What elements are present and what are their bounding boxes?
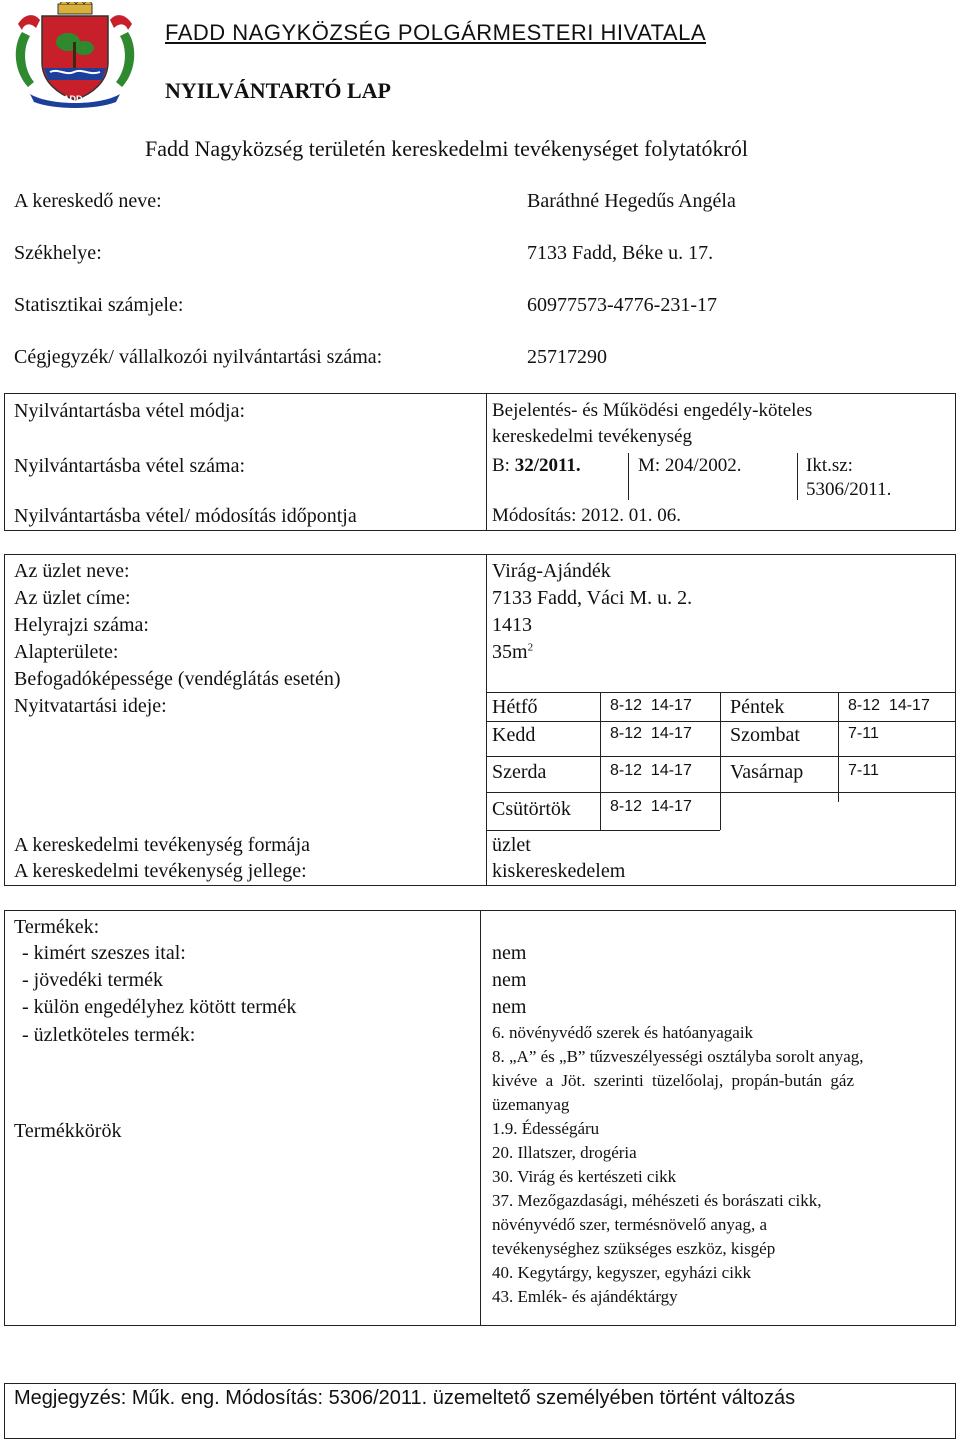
trader-name-value: Baráthné Hegedűs Angéla	[527, 190, 736, 212]
product-item-value-1: nem	[492, 942, 527, 964]
product-group-2: 20. Illatszer, drogéria	[492, 1143, 637, 1162]
product-item-label-2: - jövedéki termék	[22, 969, 164, 991]
trader-seat-value: 7133 Fadd, Béke u. 17.	[527, 242, 714, 264]
shop-name-value: Virág-Ajándék	[492, 560, 611, 582]
hours-day-wednesday: Szerda	[492, 761, 547, 783]
registration-mode-label: Nyilvántartásba vétel módja:	[14, 400, 246, 422]
hours-time-wednesday: 8-12 14-17	[610, 762, 692, 779]
trader-reg-label: Cégjegyzék/ vállalkozói nyilvántartási száma:	[14, 346, 383, 368]
product-groups-label: Termékkörök	[14, 1120, 122, 1142]
registration-b-value: 32/2011.	[514, 455, 581, 476]
licensed-products-label: - üzletköteles termék:	[22, 1024, 196, 1046]
trader-stat-label: Statisztikai számjele:	[14, 294, 184, 316]
shop-area-unit-sup: 2	[527, 641, 534, 654]
hours-time-monday: 8-12 14-17	[610, 697, 692, 714]
product-group-6: tevékenységhez szükséges eszköz, kisgép	[492, 1239, 776, 1258]
registration-ikt-value: 5306/2011.	[806, 479, 892, 500]
registration-mode-value-1: Bejelentés- és Működési engedély-köteles	[492, 400, 813, 421]
product-item-label-1: - kimért szeszes ital:	[22, 942, 186, 964]
activity-form-label: A kereskedelmi tevékenység formája	[14, 834, 310, 856]
product-group-8: 43. Emlék- és ajándéktárgy	[492, 1287, 678, 1306]
activity-type-label: A kereskedelmi tevékenység jellege:	[14, 860, 307, 882]
product-group-5: növényvédő szer, termésnövelő anyag, a	[492, 1215, 767, 1234]
registration-mode-value-2: kereskedelmi tevékenység	[492, 426, 692, 447]
hours-day-friday: Péntek	[730, 696, 785, 718]
shop-hours-label: Nyitvatartási ideje:	[14, 695, 167, 717]
product-item-value-2: nem	[492, 969, 527, 991]
hours-time-sunday: 7-11	[848, 762, 879, 779]
registration-m-number: M: 204/2002.	[638, 455, 742, 476]
registration-date-value: Módosítás: 2012. 01. 06.	[492, 505, 681, 526]
trader-stat-value: 60977573-4776-231-17	[527, 294, 717, 316]
shop-area-value	[492, 641, 533, 664]
office-name: FADD NAGYKÖZSÉG POLGÁRMESTERI HIVATALA	[165, 20, 706, 45]
shop-area-number: 35m	[492, 641, 528, 663]
form-subtitle: Fadd Nagyközség területén kereskedelmi tevékenységet folytatókról	[145, 136, 748, 161]
shop-area-label: Alapterülete:	[14, 641, 119, 663]
product-item-value-3: nem	[492, 996, 527, 1018]
form-title: NYILVÁNTARTÓ LAP	[165, 78, 391, 103]
hours-day-sunday: Vasárnap	[730, 761, 804, 783]
registration-ikt-label: Ikt.sz:	[806, 455, 853, 476]
product-group-4: 37. Mezőgazdasági, méhészeti és borászati cikk,	[492, 1191, 822, 1210]
product-group-3: 30. Virág és kertészeti cikk	[492, 1167, 677, 1186]
licensed-product-line-1: 6. növényvédő szerek és hatóanyagaik	[492, 1023, 754, 1042]
shop-lot-label: Helyrajzi száma:	[14, 614, 149, 636]
hours-day-thursday: Csütörtök	[492, 798, 571, 820]
product-item-label-3: - külön engedélyhez kötött termék	[22, 996, 297, 1018]
shop-address-value: 7133 Fadd, Váci M. u. 2.	[492, 587, 693, 609]
hours-time-friday: 8-12 14-17	[848, 697, 930, 714]
registration-date-label: Nyilvántartásba vétel/ módosítás időpontja	[14, 505, 357, 527]
registration-b-prefix: B:	[492, 455, 515, 476]
hours-time-tuesday: 8-12 14-17	[610, 725, 692, 742]
product-group-1: 1.9. Édességáru	[492, 1119, 600, 1138]
licensed-product-line-4: üzemanyag	[492, 1095, 570, 1114]
shop-lot-value: 1413	[492, 614, 532, 636]
hours-day-saturday: Szombat	[730, 724, 800, 746]
products-title: Termékek:	[14, 916, 100, 938]
registration-b-number	[492, 455, 581, 477]
registration-number-label: Nyilvántartásba vétel száma:	[14, 455, 246, 477]
hours-day-tuesday: Kedd	[492, 724, 536, 746]
crest-banner-text: FADD	[58, 94, 83, 104]
trader-name-label: A kereskedő neve:	[14, 190, 162, 212]
activity-type-value: kiskereskedelem	[492, 860, 626, 882]
licensed-product-line-3: kivéve a Jöt. szerinti tüzelőolaj, propán-bután gáz	[492, 1071, 854, 1090]
municipality-crest	[10, 2, 140, 110]
activity-form-value: üzlet	[492, 834, 531, 856]
note-text: Megjegyzés: Műk. eng. Módosítás: 5306/2011. üzemeltető személyében történt változás	[14, 1387, 796, 1409]
hours-day-monday: Hétfő	[492, 696, 538, 718]
trader-reg-value: 25717290	[527, 346, 607, 368]
trader-seat-label: Székhelye:	[14, 242, 102, 264]
product-group-7: 40. Kegytárgy, kegyszer, egyházi cikk	[492, 1263, 751, 1282]
hours-time-thursday: 8-12 14-17	[610, 798, 692, 815]
shop-address-label: Az üzlet címe:	[14, 587, 131, 609]
licensed-product-line-2: 8. „A” és „B” tűzveszélyességi osztályba sorolt anyag,	[492, 1047, 864, 1066]
hours-time-saturday: 7-11	[848, 725, 879, 742]
shop-name-label: Az üzlet neve:	[14, 560, 130, 582]
shop-capacity-label: Befogadóképessége (vendéglátás esetén)	[14, 668, 341, 690]
